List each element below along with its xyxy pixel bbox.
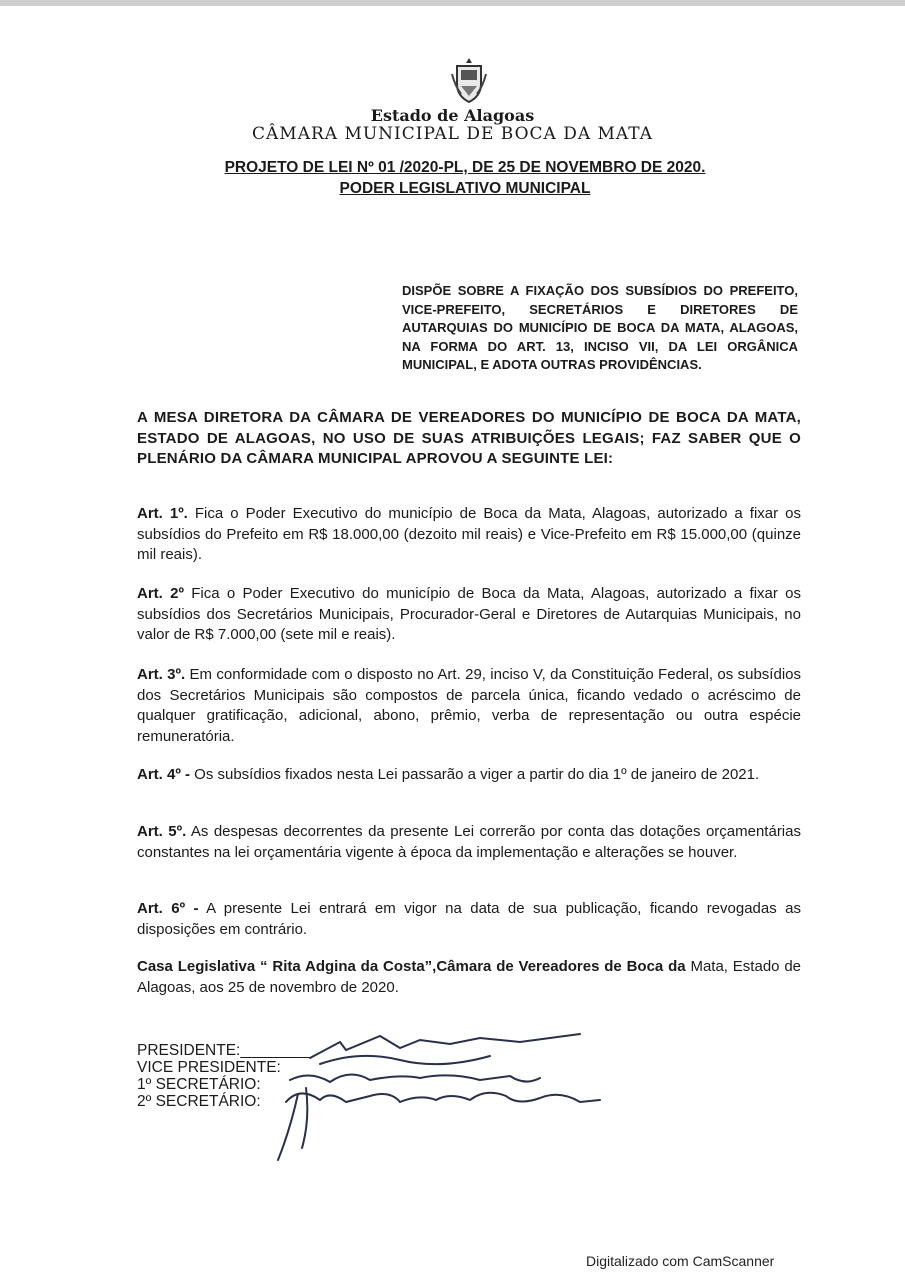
closing-rest: Mata, Estado de Alagoas, aos 25 de novembro de 2020. [137,958,802,996]
article-6 [137,899,801,940]
closing-paragraph [137,957,801,998]
chamber-name: CÂMARA MUNICIPAL DE BOCA DA MATA [252,124,653,144]
article-1 [137,504,801,566]
bill-title: PROJETO DE LEI Nº 01 /2020-PL, DE 25 DE NOVEMBRO DE 2020. [224,159,706,176]
article-label: Art. 2º [137,585,184,602]
signature-line-first-secretary: 1º SECRETÁRIO: [137,1076,261,1093]
article-text: As despesas decorrentes da presente Lei correrão por conta das dotações orçamentárias constantes na lei orçamentária vigente à época da implementação e alterações se houver. [137,823,801,861]
closing-bold: Casa Legislativa “ Rita Adgina da Costa”,Câmara de Vereadores de Boca da [137,958,686,975]
article-3 [137,665,801,747]
state-name: Estado de Alagoas [370,106,535,125]
bill-summary: DISPÕE SOBRE A FIXAÇÃO DOS SUBSÍDIOS DO PREFEITO, VICE-PREFEITO, SECRETÁRIOS E DIRETORES DE AUTARQUIAS DO MUNICÍPIO DE BOCA DA MATA, ALAGOAS, NA FORMA DO ART. 13, INCISO VII, DA LEI ORGÂNICA MUNICIPAL, E ADOTA OUTRAS PROVIDÊNCIAS. [402,283,798,372]
article-5 [137,822,801,863]
article-label: Art. 4º - [137,766,190,783]
scan-top-edge [0,0,905,6]
article-text: Fica o Poder Executivo do município de Boca da Mata, Alagoas, autorizado a fixar os subsídios dos Secretários Municipais, Procurador-Geral e Diretores de Autarquias Municipais, no valor de R$ 7.000,00 (sete mil e reais). [137,585,802,643]
article-label: Art. 1º. [137,505,188,522]
article-text: Em conformidade com o disposto no Art. 29, inciso V, da Constituição Federal, os subsídios dos Secretários Municipais são compostos de parcela única, ficando vedado o acréscimo de qualquer gratificação, adicional, abono, prêmio, verba de representação ou outra espécie remuneratória. [137,666,801,745]
signature-line-president: PRESIDENTE:________ [137,1042,310,1059]
coat-of-arms-icon [449,56,489,104]
article-label: Art. 6º - [137,900,199,917]
article-text: A presente Lei entrará em vigor na data de sua publicação, ficando revogadas as disposições em contrário. [137,900,802,938]
signature-line-vice-president: VICE PRESIDENTE: [137,1059,281,1076]
scanner-watermark: Digitalizado com CamScanner [586,1253,775,1269]
preamble: A MESA DIRETORA DA CÂMARA DE VEREADORES DO MUNICÍPIO DE BOCA DA MATA, ESTADO DE ALAGOAS, NO USO DE SUAS ATRIBUIÇÕES LEGAIS; FAZ SABER QUE O PLENÁRIO DA CÂMARA MUNICIPAL APROVOU A SEGUINTE LEI: [137,409,801,467]
article-text: Fica o Poder Executivo do município de Boca da Mata, Alagoas, autorizado a fixar os subsídios do Prefeito em R$ 18.000,00 (dezoito mil reais) e Vice-Prefeito em R$ 15.000,00 (quinze mil reais). [137,505,801,563]
signature-line-second-secretary: 2º SECRETÁRIO: [137,1093,261,1110]
bill-subtitle: PODER LEGISLATIVO MUNICIPAL [339,180,591,197]
article-label: Art. 3º. [137,666,186,683]
article-text: Os subsídios fixados nesta Lei passarão a viger a partir do dia 1º de janeiro de 2021. [194,766,760,783]
article-4 [137,765,801,786]
article-label: Art. 5º. [137,823,187,840]
handwritten-signatures [250,1030,610,1170]
article-2 [137,584,801,646]
